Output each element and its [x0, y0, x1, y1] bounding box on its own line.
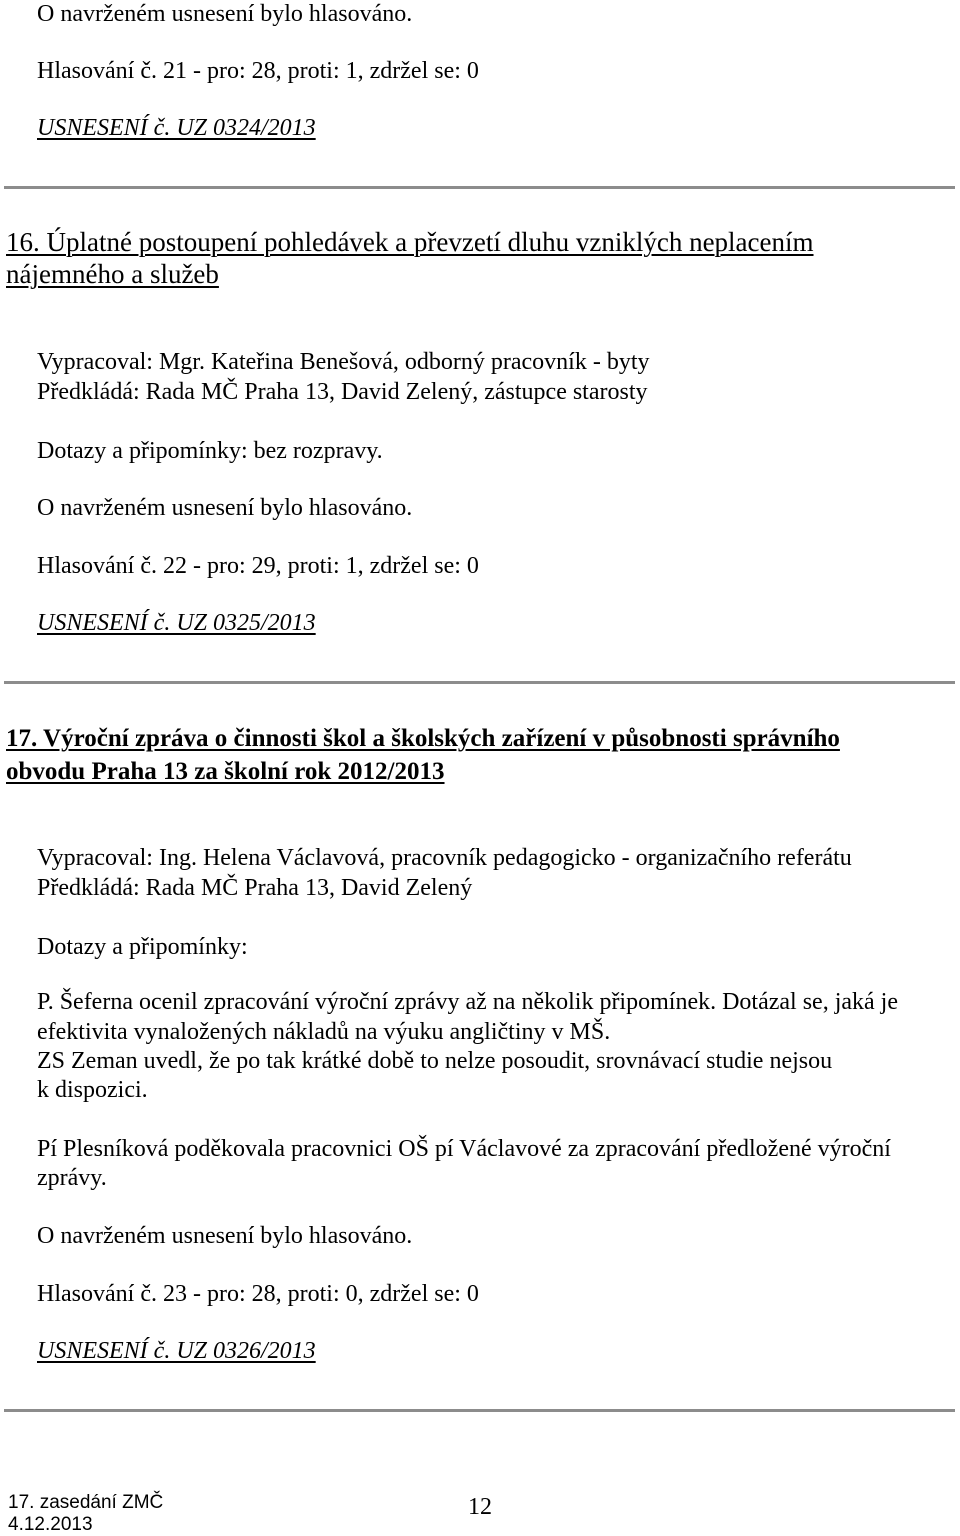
- voting-statement: O navrženém usnesení bylo hlasováno.: [37, 495, 413, 521]
- discussion-line: P. Šeferna ocenil zpracování výroční zprávy až na několik připomínek. Dotázal se, jaká je: [37, 989, 898, 1015]
- discussion-line: efektivita vynaložených nákladů na výuku angličtiny v MŠ.: [37, 1019, 611, 1045]
- agenda-item-title-continued: nájemného a služeb: [6, 259, 219, 289]
- resolution-number: USNESENÍ č. UZ 0324/2013: [37, 115, 316, 141]
- section-divider: [4, 186, 955, 189]
- page-number: 12: [468, 1494, 492, 1520]
- vote-result: Hlasování č. 23 - pro: 28, proti: 0, zdržel se: 0: [37, 1281, 479, 1307]
- agenda-item-title-continued: obvodu Praha 13 za školní rok 2012/2013: [6, 758, 445, 785]
- submitted-by: Předkládá: Rada MČ Praha 13, David Zelený: [37, 875, 473, 901]
- agenda-item-title: 16. Úplatné postoupení pohledávek a převzetí dluhu vzniklých neplacením: [6, 227, 814, 257]
- thanks-line: Pí Plesníková poděkovala pracovnici OŠ pí Václavové za zpracování předložené výroční: [37, 1136, 891, 1162]
- footer-date: 4.12.2013: [8, 1514, 93, 1535]
- section-divider: [4, 681, 955, 684]
- resolution-number: USNESENÍ č. UZ 0325/2013: [37, 610, 316, 636]
- prepared-by: Vypracoval: Mgr. Kateřina Benešová, odborný pracovník - byty: [37, 349, 650, 375]
- prepared-by: Vypracoval: Ing. Helena Václavová, pracovník pedagogicko - organizačního referátu: [37, 845, 852, 871]
- voting-statement: O navrženém usnesení bylo hlasováno.: [37, 1, 413, 27]
- footer-session: 17. zasedání ZMČ: [8, 1492, 164, 1513]
- questions-and-comments: Dotazy a připomínky: bez rozpravy.: [37, 438, 383, 464]
- thanks-line: zprávy.: [37, 1165, 107, 1191]
- discussion-line: k dispozici.: [37, 1077, 148, 1103]
- vote-result: Hlasování č. 22 - pro: 29, proti: 1, zdržel se: 0: [37, 553, 479, 579]
- discussion-line: ZS Zeman uvedl, že po tak krátké době to nelze posoudit, srovnávací studie nejsou: [37, 1048, 833, 1074]
- vote-result: Hlasování č. 21 - pro: 28, proti: 1, zdržel se: 0: [37, 58, 479, 84]
- questions-and-comments: Dotazy a připomínky:: [37, 934, 248, 960]
- agenda-item-title: 17. Výroční zpráva o činnosti škol a školských zařízení v působnosti správního: [6, 725, 840, 752]
- resolution-number: USNESENÍ č. UZ 0326/2013: [37, 1338, 316, 1364]
- section-divider: [4, 1409, 955, 1412]
- voting-statement: O navrženém usnesení bylo hlasováno.: [37, 1223, 413, 1249]
- submitted-by: Předkládá: Rada MČ Praha 13, David Zelený, zástupce starosty: [37, 379, 648, 405]
